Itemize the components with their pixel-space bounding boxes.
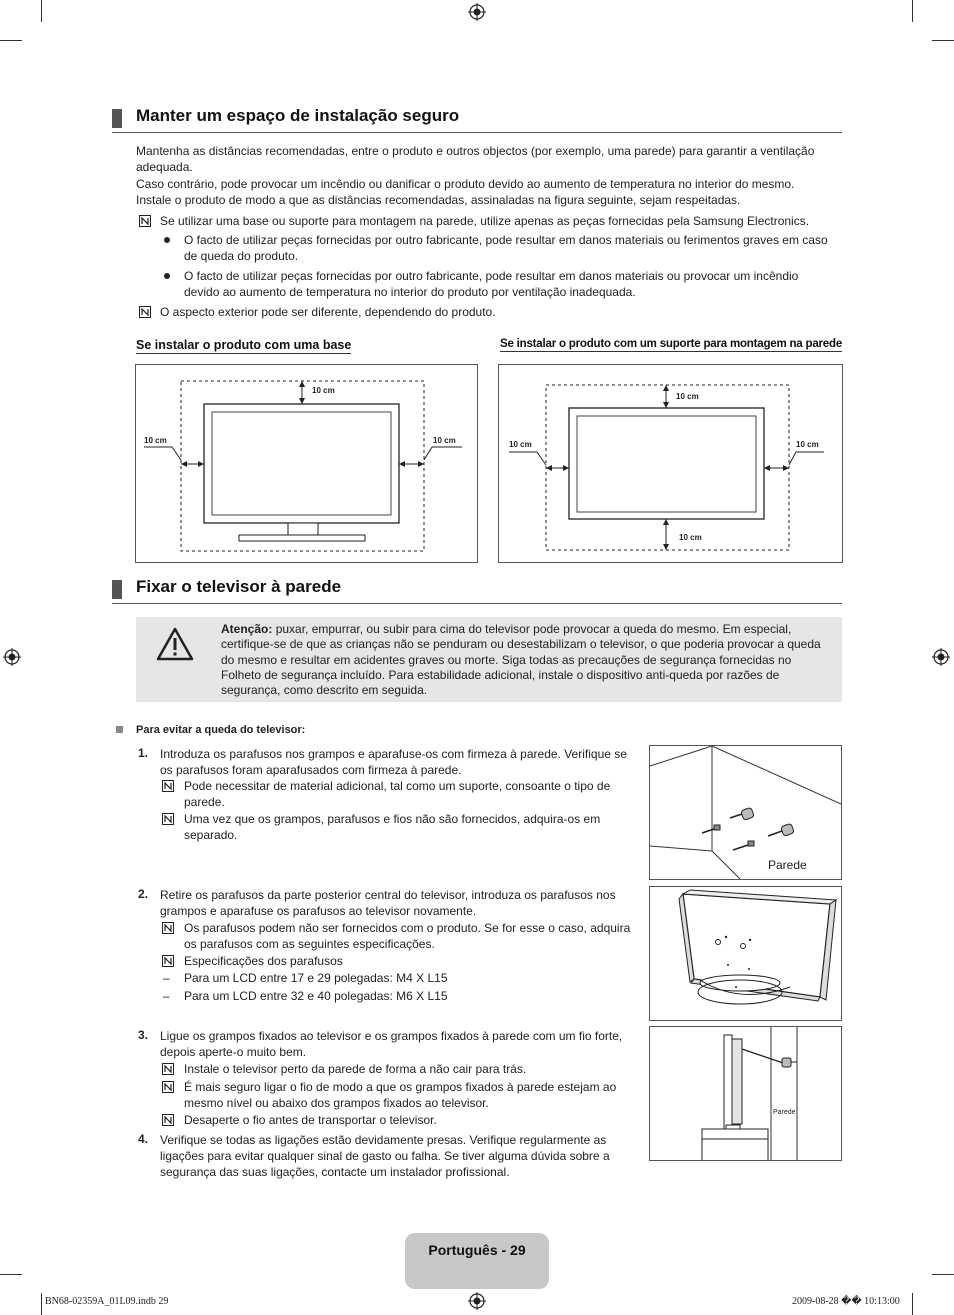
clip-bottom [733, 823, 794, 850]
crop-mark [912, 1293, 913, 1315]
dash-icon: – [163, 971, 170, 985]
note-icon [139, 306, 151, 318]
step-text: Ligue os grampos fixados ao televisor e os grampos fixados à parede com um fio forte, depois aperte-o muito bem. [160, 1029, 623, 1059]
distance-label-top: 10 cm [676, 392, 699, 401]
intro-paragraph: Mantenha as distâncias recomendadas, entre o produto e outros objectos (por exemplo, uma parede) para garantir a ventilação adequada. [136, 144, 815, 174]
registration-mark-icon [468, 3, 486, 21]
section-heading [112, 106, 842, 133]
crop-mark [0, 1274, 22, 1275]
note-icon [162, 1081, 174, 1093]
bullet-icon [164, 273, 170, 279]
caution-label: Atenção: [221, 622, 273, 636]
tv-wire-diagram [650, 1027, 841, 1160]
note-icon [162, 780, 174, 792]
distance-label-left: 10 cm [144, 436, 167, 445]
crop-mark [932, 1274, 954, 1275]
note-text: É mais seguro ligar o fio de modo a que os grampos fixados à parede estejam ao mesmo nível ou abaixo dos grampos fixados ao televisor. [184, 1080, 617, 1110]
square-bullet-icon [116, 726, 123, 733]
step-number: 4. [138, 1132, 149, 1146]
clip-top [702, 807, 754, 833]
figure-title-wallmount: Se instalar o produto com um suporte para montagem na parede [500, 338, 843, 350]
registration-mark-icon [468, 1292, 486, 1310]
note-text: Pode necessitar de material adicional, tal como um suporte, consoante o tipo de parede. [184, 779, 611, 809]
distance-label-right: 10 cm [433, 436, 456, 445]
step-text: Introduza os parafusos nos grampos e aparafuse-os com firmeza à parede. Verifique se os parafusos foram aparafusados com firmeza à parede. [160, 747, 627, 777]
tv-back-figure [649, 886, 842, 1021]
note-text: O aspecto exterior pode ser diferente, dependendo do produto. [160, 305, 496, 319]
heading-bar [112, 580, 122, 599]
crop-mark [912, 0, 913, 22]
note-text: Os parafusos podem não ser fornecidos com o produto. Se for esse o caso, adquira os parafusos com as seguintes especificações. [184, 921, 631, 951]
distance-label-top: 10 cm [312, 386, 335, 395]
wall-label: Parede [773, 1109, 796, 1116]
step-number: 2. [138, 887, 149, 901]
note-text: Especificações dos parafusos [184, 954, 343, 968]
note-text: Instale o televisor perto da parede de forma a não cair para trás. [184, 1062, 527, 1076]
page-number: Português - 29 [428, 1242, 526, 1258]
wallmount-tv-diagram [499, 365, 842, 562]
crop-mark [41, 0, 42, 22]
step-number: 3. [138, 1028, 149, 1042]
intro-paragraph: Instale o produto de modo a que as distâncias recomendadas, assinaladas na figura seguinte, sejam respeitadas. [136, 193, 741, 207]
screw-spec: Para um LCD entre 32 e 40 polegadas: M6 X L15 [184, 989, 448, 1003]
section-title: Manter um espaço de instalação seguro [136, 106, 460, 125]
crop-mark [0, 40, 22, 41]
distance-label-right: 10 cm [796, 440, 819, 449]
note-icon [162, 955, 174, 967]
distance-label-bottom: 10 cm [679, 533, 702, 542]
caution-triangle-icon [156, 627, 194, 661]
bullet-text: O facto de utilizar peças fornecidas por outro fabricante, pode resultar em danos materiais ou ferimentos graves em caso de queda do produto. [184, 233, 828, 263]
note-icon [162, 922, 174, 934]
note-icon [162, 1114, 174, 1126]
tv-wire-figure [649, 1026, 842, 1161]
procedure-subheading: Para evitar a queda do televisor: [136, 724, 306, 736]
step-text: Retire os parafusos da parte posterior central do televisor, introduza os parafusos nos grampos e aparafuse os parafusos ao televisor novamente. [160, 888, 616, 918]
note-icon [139, 215, 151, 227]
file-info: BN68-02359A_01L09.indb 29 [45, 1296, 169, 1307]
section-heading [112, 577, 842, 604]
note-text: Desaperte o fio antes de transportar o televisor. [184, 1113, 437, 1127]
crop-mark [41, 1293, 42, 1315]
heading-bar [112, 109, 122, 128]
wallmount-clearance-figure [498, 364, 843, 563]
wall-clips-diagram [650, 746, 841, 879]
intro-paragraph: Caso contrário, pode provocar um incêndio ou danificar o produto devido ao aumento de temperatura no interior do mesmo. [136, 177, 795, 191]
print-timestamp: 2009-08-28 �� 10:13:00 [792, 1296, 900, 1307]
figure-title-stand: Se instalar o produto com uma base [136, 338, 352, 352]
note-icon [162, 813, 174, 825]
tv-back-diagram [650, 887, 841, 1020]
note-text: Uma vez que os grampos, parafusos e fios não são fornecidos, adquira-os em separado. [184, 812, 601, 842]
wall-clips-figure [649, 745, 842, 880]
caution-text: puxar, empurrar, ou subir para cima do televisor pode provocar a queda do mesmo. Em especial, certifique-se de que as crianças não se penduram ou desestabilizam o televisor, o que poderia provocar a queda do mesmo e resultar em acidentes graves ou morte. Siga todas as precauções de segurança fornecidas no Folheto de segurança incluído. Para estabilidade adicional, instale o dispositivo anti-queda por razões de segurança, como descrito em seguida. [221, 622, 821, 698]
stand-clearance-figure [135, 364, 478, 563]
wall-label: Parede [768, 858, 807, 872]
note-text: Se utilizar uma base ou suporte para montagem na parede, utilize apenas as peças fornecidas pela Samsung Electronics. [160, 214, 810, 228]
dash-icon: – [163, 989, 170, 1003]
step-text: Verifique se todas as ligações estão devidamente presas. Verifique regularmente as ligações para evitar qualquer sinal de gasto ou falha. Se tiver alguma dúvida sobre a segurança das suas ligações, contacte um instalador profissional. [160, 1133, 610, 1179]
screw-spec: Para um LCD entre 17 e 29 polegadas: M4 X L15 [184, 971, 448, 985]
registration-mark-icon [3, 648, 21, 666]
note-icon [162, 1063, 174, 1075]
crop-mark [932, 40, 954, 41]
step-number: 1. [138, 746, 149, 760]
bullet-icon [164, 237, 170, 243]
distance-label-left: 10 cm [509, 440, 532, 449]
registration-mark-icon [932, 648, 950, 666]
section-title: Fixar o televisor à parede [136, 577, 342, 596]
caution-box [136, 617, 842, 702]
bullet-text: O facto de utilizar peças fornecidas por outro fabricante, pode resultar em danos materiais ou provocar um incêndio devido ao aumento de temperatura no interior do produto por ventilação inadequada. [184, 269, 799, 299]
stand-tv-diagram [136, 365, 477, 562]
